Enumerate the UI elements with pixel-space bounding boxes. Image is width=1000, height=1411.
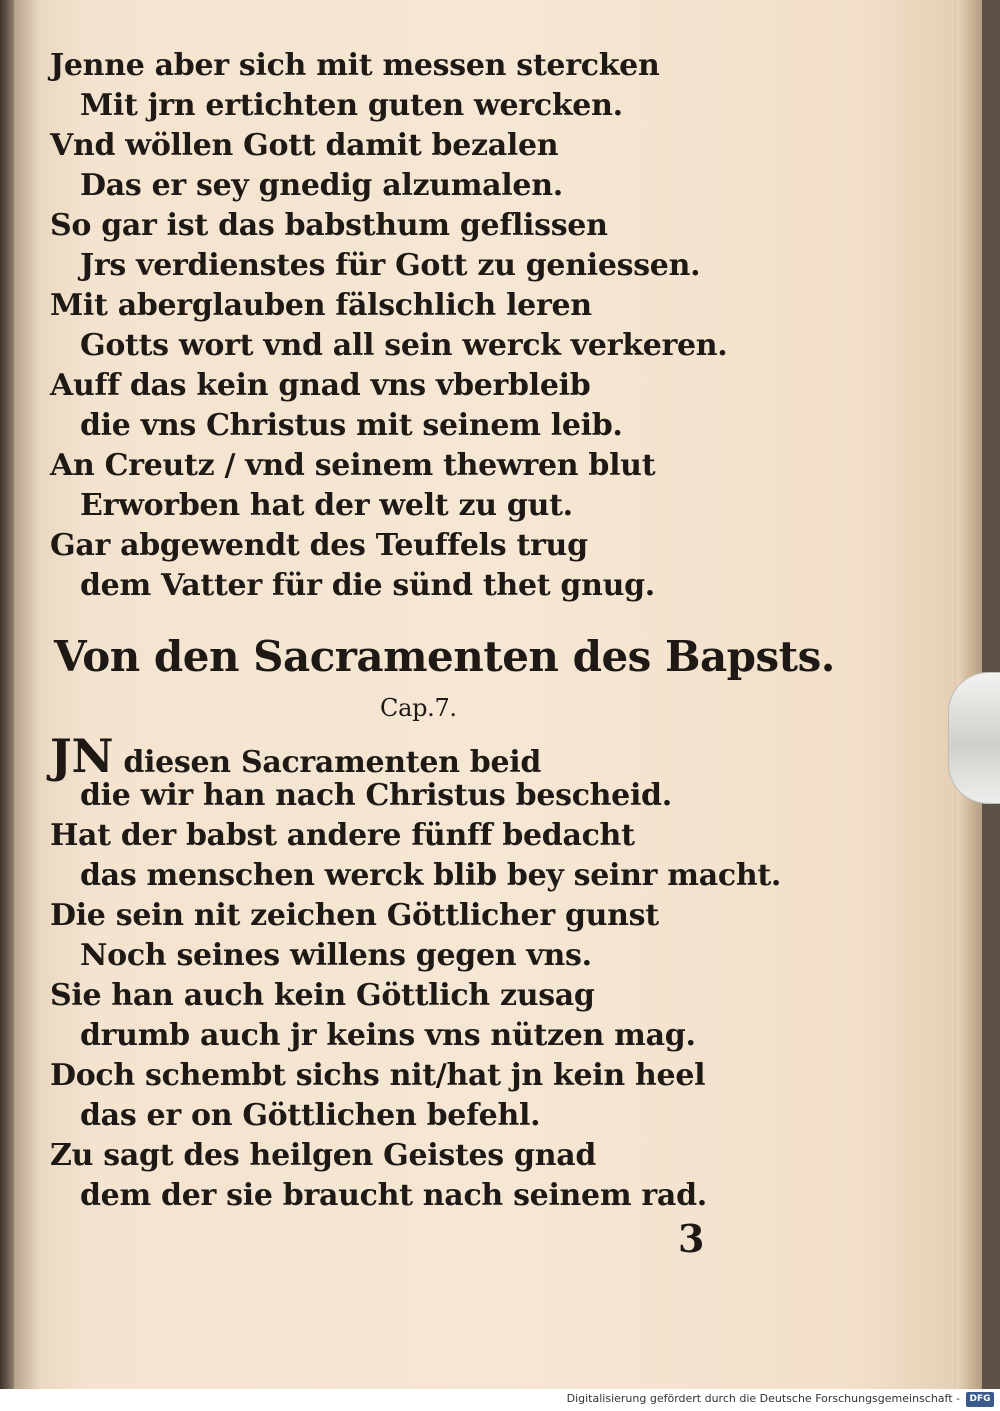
verse-line: Mit aberglauben fälschlich leren [50, 288, 592, 323]
poem-text [50, 46, 835, 1216]
verse-line: drumb auch jr keins vns nützen mag. [80, 1018, 696, 1053]
footer-bar [0, 1389, 1000, 1411]
page-number: 3 [678, 1216, 705, 1261]
verse-line: Erworben hat der welt zu gut. [80, 488, 573, 523]
verse-line: Hat der babst andere fünff bedacht [50, 818, 635, 853]
verse-line: Gotts wort vnd all sein werck verkeren. [80, 328, 728, 363]
chapter-number: Cap.7. [380, 694, 457, 722]
verse-line: Jrs verdienstes für Gott zu geniessen. [80, 248, 701, 283]
verse-line: das er on Göttlichen befehl. [80, 1098, 541, 1133]
verse-line: Noch seines willens gegen vns. [80, 938, 592, 973]
verse-line: Mit jrn ertichten guten wercken. [80, 88, 623, 123]
verse-line: Jenne aber sich mit messen stercken [50, 48, 660, 83]
verse-line: dem Vatter für die sünd thet gnug. [80, 568, 655, 603]
footer-credit: Digitalisierung gefördert durch die Deutsche Forschungsgemeinschaft - [566, 1392, 960, 1405]
verse-line: Gar abgewendt des Teuffels trug [50, 528, 588, 563]
verse-line: Das er sey gnedig alzumalen. [80, 168, 563, 203]
verse-line: die wir han nach Christus bescheid. [80, 778, 672, 813]
verse-line: das menschen werck blib bey seinr macht. [80, 858, 782, 893]
drop-cap: JN [50, 729, 114, 783]
verse-lines-2 [50, 776, 810, 1216]
verse-section-2 [50, 729, 810, 1216]
first-line-rest: diesen Sacramenten beid [113, 745, 542, 780]
verse-line: dem der sie braucht nach seinem rad. [80, 1178, 707, 1213]
page-clip [948, 672, 1000, 804]
verse-line: So gar ist das babsthum geflissen [50, 208, 608, 243]
verse-line: die vns Christus mit seinem leib. [80, 408, 623, 443]
verse-line: Vnd wöllen Gott damit bezalen [50, 128, 559, 163]
verse-section-1 [50, 46, 810, 606]
gutter-shadow [14, 0, 40, 1389]
verse-line: Doch schembt sichs nit/hat jn kein heel [50, 1058, 706, 1093]
verse-line: Zu sagt des heilgen Geistes gnad [50, 1138, 597, 1173]
verse-line: Die sein nit zeichen Göttlicher gunst [50, 898, 659, 933]
chapter-heading: Von den Sacramenten des Bapsts. [54, 632, 835, 681]
verse-line: An Creutz / vnd seinem thewren blut [50, 448, 656, 483]
verse-line [50, 729, 810, 783]
verse-line: Sie han auch kein Göttlich zusag [50, 978, 595, 1013]
dfg-logo: DFG [966, 1392, 994, 1407]
verse-line: Auff das kein gnad vns vberbleib [50, 368, 591, 403]
